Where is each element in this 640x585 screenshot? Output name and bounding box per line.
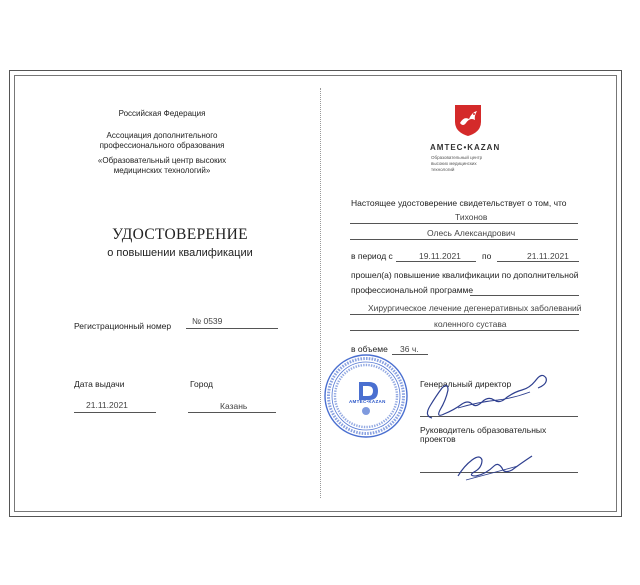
issue-date-underline: [74, 412, 156, 413]
volume-label: в объеме: [351, 344, 388, 354]
holder-given-names: Олесь Александрович: [427, 228, 516, 238]
city-underline: [188, 412, 276, 413]
document-subtitle: о повышении квалификации: [107, 247, 253, 259]
logo-sub-line3: технологий: [431, 167, 455, 172]
issuer-association-line1: Ассоциация дополнительного: [106, 131, 218, 140]
director-label: Генеральный директор: [420, 379, 512, 389]
passed-line1: прошел(а) повышение квалификации по дополнительной: [351, 270, 579, 280]
issuer-center-line1: «Образовательный центр высоких: [97, 156, 227, 165]
period-to: 21.11.2021: [527, 251, 569, 261]
passed-underline: [470, 295, 579, 296]
head-signature: [448, 446, 538, 484]
issuer-association-line2: профессионального образования: [99, 141, 225, 150]
program-line2: коленного сустава: [434, 319, 507, 329]
center-fold-line: [320, 88, 321, 498]
program-line1-underline: [350, 314, 579, 315]
period-to-underline: [497, 261, 579, 262]
reg-number-underline: [186, 328, 278, 329]
issue-date-value: 21.11.2021: [86, 400, 128, 410]
organization-stamp: [322, 352, 410, 440]
logo-name: AMTEC•KAZAN: [430, 143, 501, 152]
certificate-intro: Настоящее удостоверение свидетельствует о том, что: [351, 198, 567, 208]
passed-line2: профессиональной программе: [351, 285, 474, 295]
reg-number-label: Регистрационный номер: [74, 321, 172, 331]
given-names-underline: [350, 239, 578, 240]
period-from-underline: [396, 261, 476, 262]
period-label: в период с: [351, 251, 393, 261]
city-value: Казань: [220, 401, 248, 411]
program-line2-underline: [350, 330, 579, 331]
issue-date-label: Дата выдачи: [74, 379, 125, 389]
period-from: 19.11.2021: [419, 251, 461, 261]
head-label-line2: проектов: [420, 434, 456, 444]
issuer-country: Российская Федерация: [118, 109, 206, 118]
logo-sub-line1: Образовательный центр: [431, 155, 483, 160]
stamp-center-text: AMTEC•KAZAN: [349, 399, 386, 404]
volume-value: 36 ч.: [400, 344, 419, 354]
program-line1: Хирургическое лечение дегенеративных заболеваний: [368, 303, 582, 313]
surname-underline: [350, 223, 578, 224]
issuer-center-line2: медицинских технологий»: [113, 166, 211, 175]
holder-surname: Тихонов: [455, 212, 488, 222]
director-signature: [418, 366, 558, 426]
period-to-label: по: [482, 251, 492, 261]
amtec-logo: [453, 103, 483, 137]
document-title: УДОСТОВЕРЕНИЕ: [112, 226, 248, 243]
head-label-line1: Руководитель образовательных: [420, 425, 547, 435]
city-label: Город: [190, 379, 213, 389]
reg-number-value: № 0539: [192, 316, 223, 326]
logo-sub-line2: высоких медицинских: [431, 161, 477, 166]
